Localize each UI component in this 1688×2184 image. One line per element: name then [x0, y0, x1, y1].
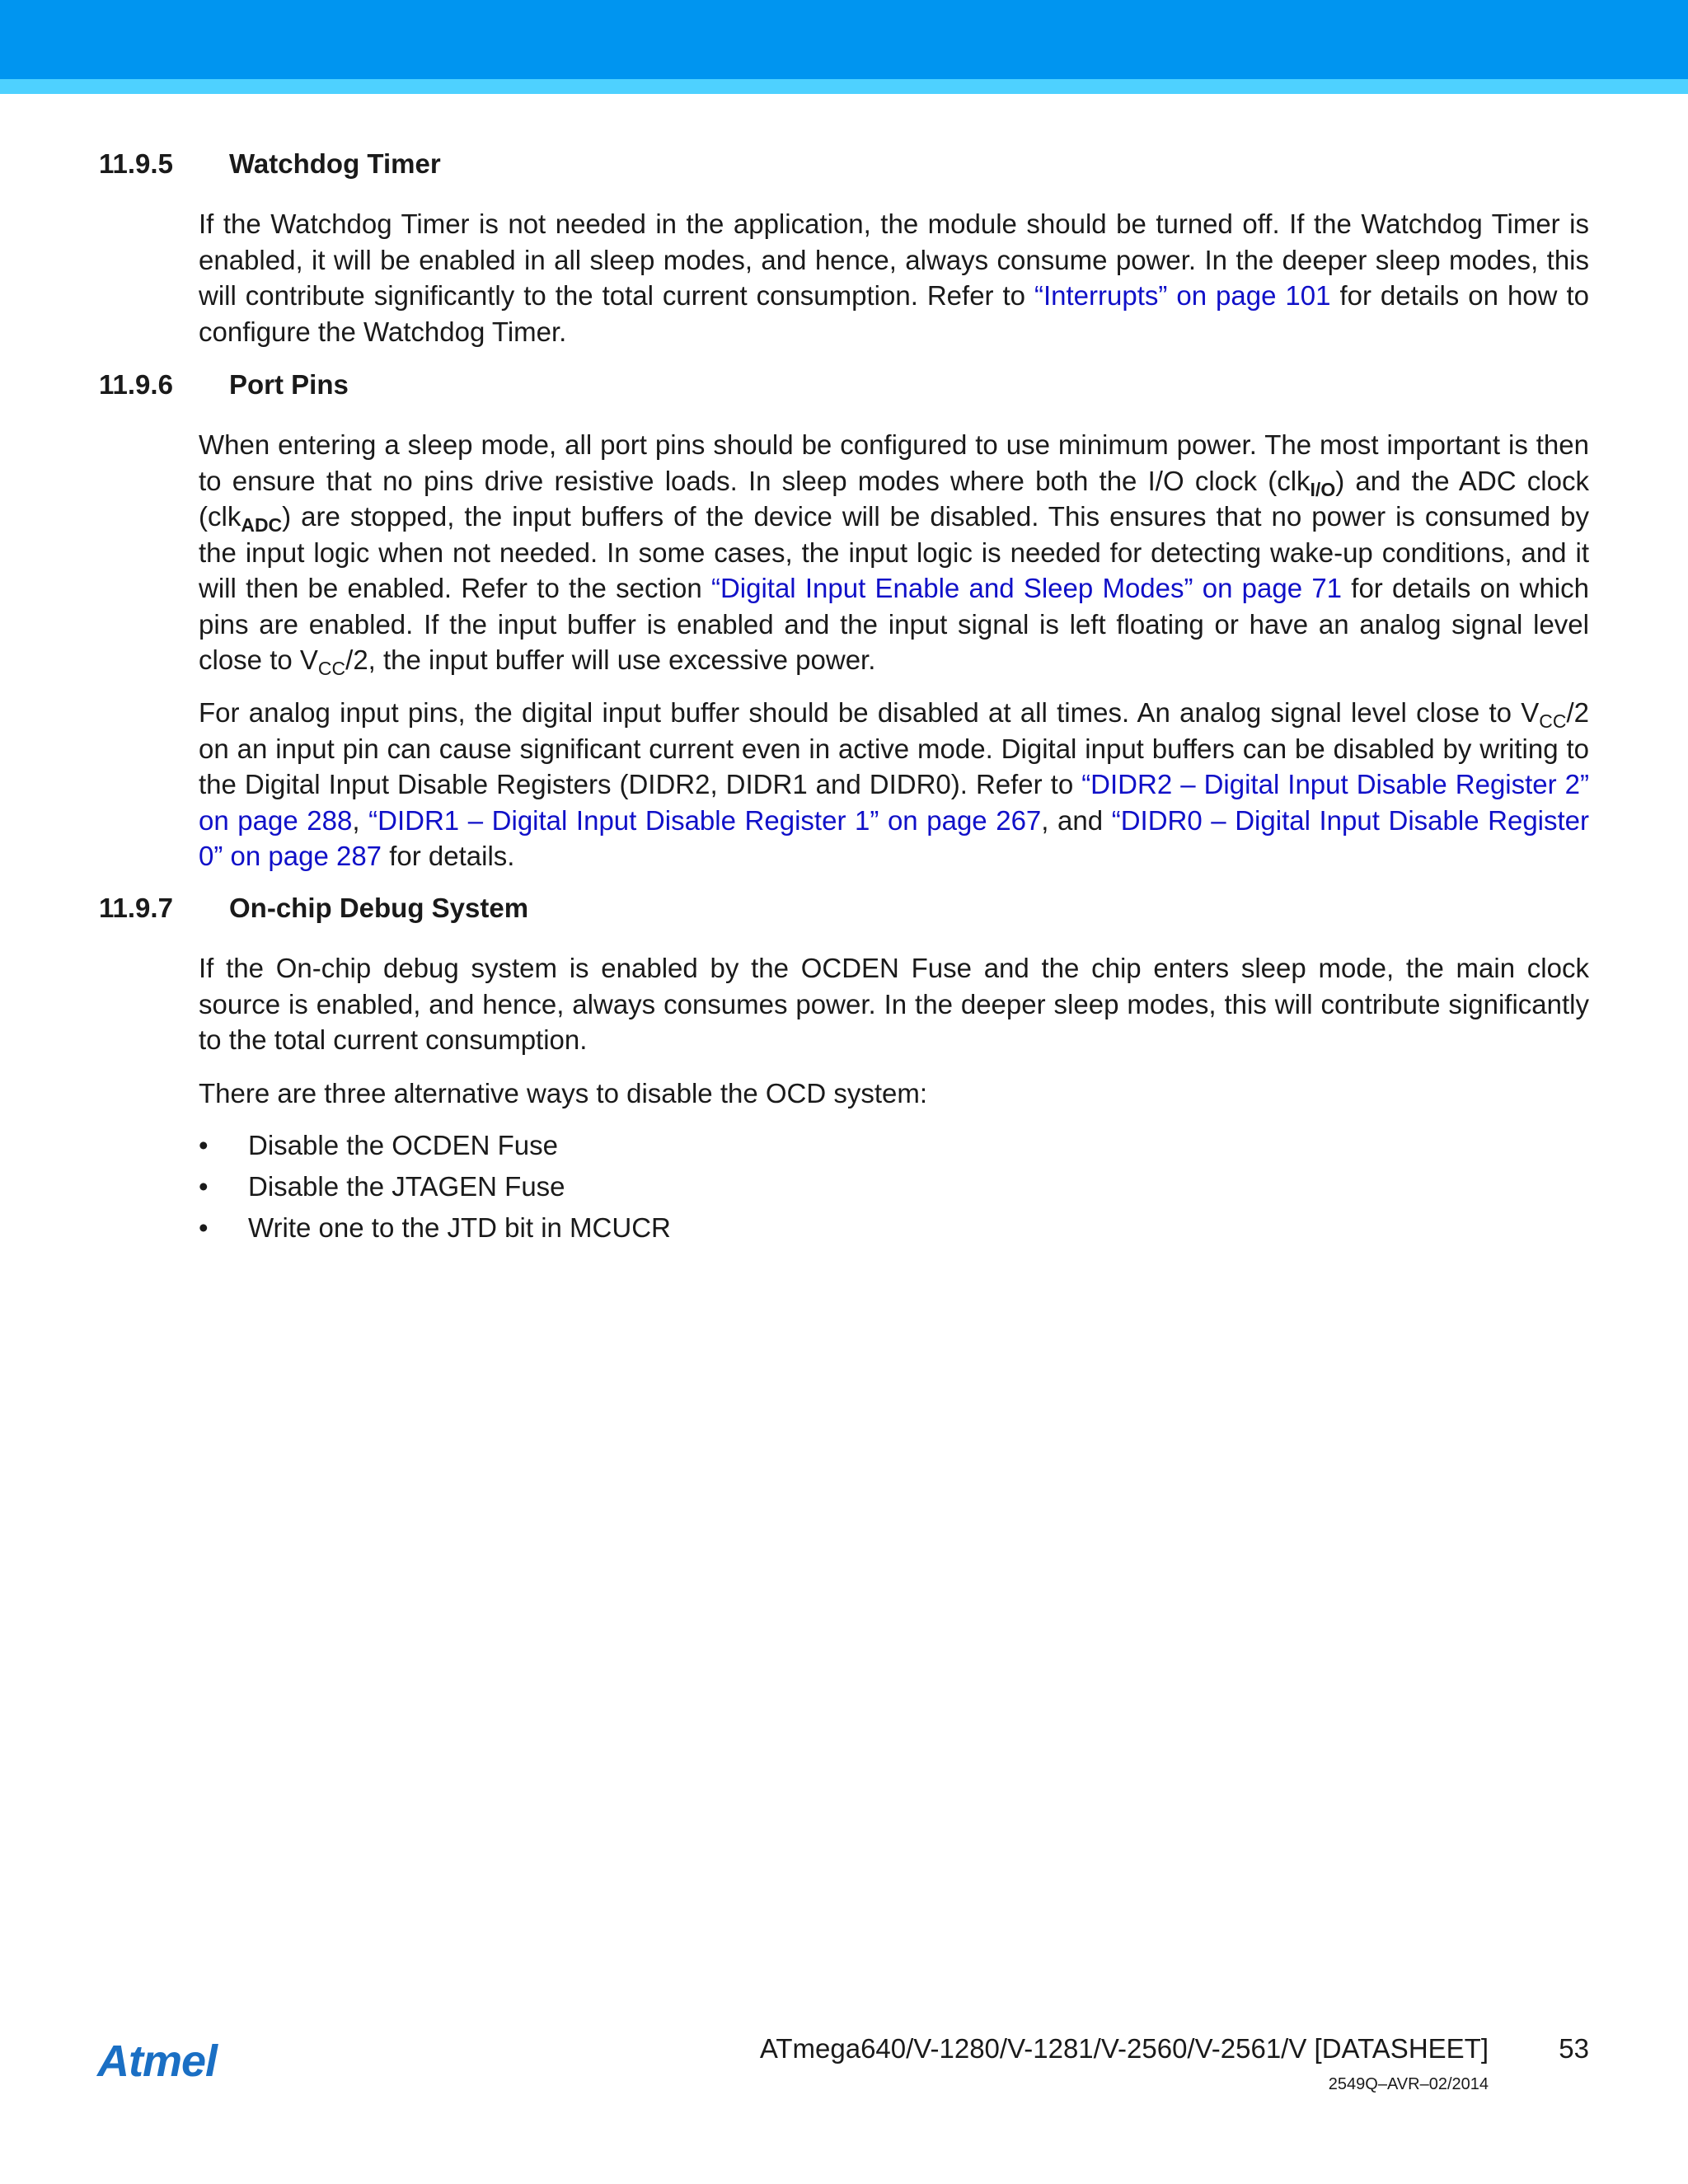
- text-run: for details on how to configure the Watchdog Timer.: [199, 280, 1589, 347]
- section-title: Port Pins: [229, 369, 349, 400]
- port-pins-paragraph-1: [199, 427, 1589, 678]
- list-item: [199, 1170, 565, 1203]
- list-item-text: Disable the JTAGEN Fuse: [248, 1171, 565, 1202]
- section-number: 11.9.6: [99, 369, 173, 400]
- link-didr0[interactable]: “DIDR0 – Digital Input Disable Register 0” on page 287: [199, 804, 1590, 871]
- header-strip: [0, 79, 1688, 94]
- subscript-cc: CC: [317, 658, 346, 679]
- text-run: for details on which pins are enabled. If the input buffer is enabled and the input signal is left floating or have an analog signal level close to V: [199, 573, 1589, 675]
- page-number: 53: [1559, 2033, 1589, 2064]
- list-item: [199, 1212, 671, 1244]
- on-chip-debug-paragraph-1: If the On-chip debug system is enabled by the OCDEN Fuse and the chip enters sleep mode, the main clock source is enabled, and hence, always consumes power. In the deeper sleep modes, this will contribute significantly to the total current consumption.: [199, 953, 1589, 1055]
- document-code: 2549Q–AVR–02/2014: [1328, 2075, 1489, 2093]
- list-item: [199, 1129, 558, 1162]
- text-run: /2, the input buffer will use excessive power.: [345, 644, 876, 675]
- port-pins-paragraph-2: [199, 695, 1589, 874]
- text-run: for details.: [382, 841, 515, 871]
- section-title: On-chip Debug System: [229, 893, 529, 923]
- text-run: ) are stopped, the input buffers of the device will be disabled. This ensures that no power is consumed by the input logic when not needed. In some cases, the input logic is needed for detecting wake-up conditions, and it will then be enabled. Refer to the section: [199, 501, 1589, 603]
- atmel-logo: Atmel: [97, 2036, 218, 2086]
- section-number: 11.9.5: [99, 148, 173, 179]
- link-didr2[interactable]: “DIDR2 – Digital Input Disable Register 2” on page 288: [199, 769, 1589, 836]
- section-heading-on-chip-debug: [99, 892, 528, 925]
- bullet-icon: •: [199, 1130, 209, 1160]
- header-bar: [0, 0, 1688, 79]
- subscript-adc: ADC: [241, 514, 283, 536]
- section-number: 11.9.7: [99, 893, 173, 923]
- list-item-text: Disable the OCDEN Fuse: [248, 1130, 558, 1160]
- text-run: If the Watchdog Timer is not needed in the application, the module should be turned off. If the Watchdog Timer is enabled, it will be enabled in all sleep modes, and hence, always consume power. In the deeper sleep modes, this will contribute significantly to the total current consumption. Refer to: [199, 209, 1589, 311]
- text-run: For analog input pins, the digital input buffer should be disabled at all times. An analog signal level close to V: [199, 697, 1540, 728]
- subscript-io: I/O: [1310, 478, 1336, 500]
- section-title: Watchdog Timer: [229, 148, 441, 179]
- on-chip-debug-paragraph-2: There are three alternative ways to disable the OCD system:: [199, 1078, 928, 1108]
- section-heading-port-pins: [99, 368, 349, 401]
- link-didr1[interactable]: “DIDR1 – Digital Input Disable Register 1” on page 267: [368, 804, 1042, 836]
- text-run: When entering a sleep mode, all port pins should be configured to use minimum power. The most important is then to ensure that no pins drive resistive loads. In sleep modes where both the I/O clock (clk: [199, 429, 1589, 496]
- text-run: ) and the ADC clock (clk: [199, 465, 1589, 532]
- link-interrupts[interactable]: “Interrupts” on page 101: [1034, 280, 1331, 311]
- text-run: ,: [352, 804, 369, 836]
- text-run: /2 on an input pin can cause significant current even in active mode. Digital input buffers can be disabled by writing to the Digital Input Disable Registers (DIDR2, DIDR1 and DIDR0). Refer to: [199, 697, 1589, 799]
- text-run: , and: [1041, 804, 1112, 836]
- watchdog-paragraph: [199, 206, 1589, 349]
- bullet-icon: •: [199, 1171, 209, 1202]
- bullet-icon: •: [199, 1212, 209, 1243]
- document-title: ATmega640/V-1280/V-1281/V-2560/V-2561/V [DATASHEET]: [759, 2033, 1489, 2064]
- section-heading-watchdog: [99, 148, 441, 180]
- list-item-text: Write one to the JTD bit in MCUCR: [248, 1212, 671, 1243]
- subscript-cc: CC: [1539, 710, 1567, 732]
- link-digital-input-enable[interactable]: “Digital Input Enable and Sleep Modes” on page 71: [710, 573, 1343, 603]
